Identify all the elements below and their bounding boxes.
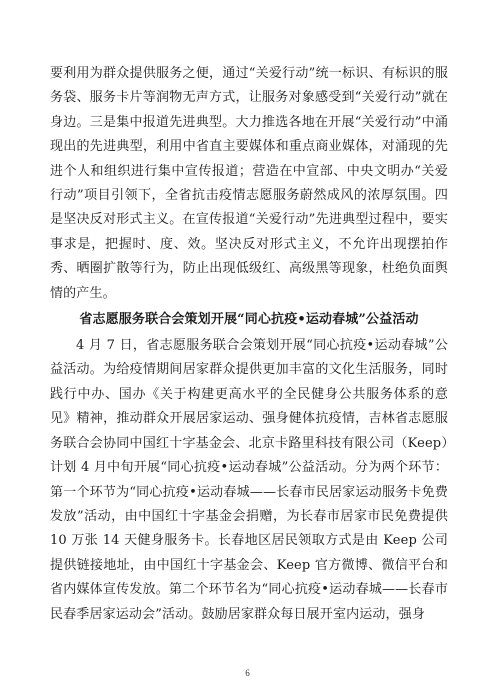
section-heading: 省志愿服务联合会策划开展“同心抗疫•运动春城”公益活动 — [79, 312, 419, 328]
paragraph-continued: 要利用为群众提供服务之便，通过“关爱行动”统一标识、有标识的服务袋、服务卡片等润物无声方式，让服务对象感受到“关爱行动”就在身边。三是集中报道先进典型。大力推选各地在开展“关爱行动”中涌现出的先进典型，利用中省直主要媒体和重点商业媒体，对涌现的先进个人和组织进行集中宣传报道；营造在中宣部、中央文明办“关爱行动”项目引领下，全省抗击疫情志愿服务蔚然成风的浓厚氛围。四是坚决反对形式主义。在宣传报道“关爱行动”先进典型过程中，要实事求是，把握时、度、效。坚决反对形式主义，不允许出现摆拍作秀、晒圈扩散等行为，防止出现低级红、高级黑等现象，杜绝负面舆情的产生。 — [50, 66, 448, 301]
page-number: 6 — [245, 668, 250, 678]
document-body — [50, 62, 448, 627]
paragraph-body: 4 月 7 日，省志愿服务联合会策划开展“同心抗疫•运动春城”公益活动。为给疫情期间居家群众提供更加丰富的文化生活服务，同时践行中办、国办《关于构建更高水平的全民健身公共服务体系的意见》精神，推动群众开展居家运动、强身健体抗疫情，吉林省志愿服务联合会协同中国红十字基金会、北京卡路里科技有限公司（Keep）计划 4 月中旬开展“同心抗疫•运动春城”公益活动。分为两个环节：第一个环节为“同心抗疫•运动春城——长春市民居家运动服务卡免费发放”活动，由中国红十字基金会捐赠，为长春市居家市民免费提供 10 万张 14 天健身服务卡。长春地区居民领取方式是由 Keep 公司提供链接地址，由中国红十字基金会、Keep 官方微博、微信平台和省内媒体宣传发放。第二个环节名为“同心抗疫•运动春城——长春市民春季居家运动会”活动。鼓励居家群众每日展开室内运动，强身 — [50, 338, 448, 622]
